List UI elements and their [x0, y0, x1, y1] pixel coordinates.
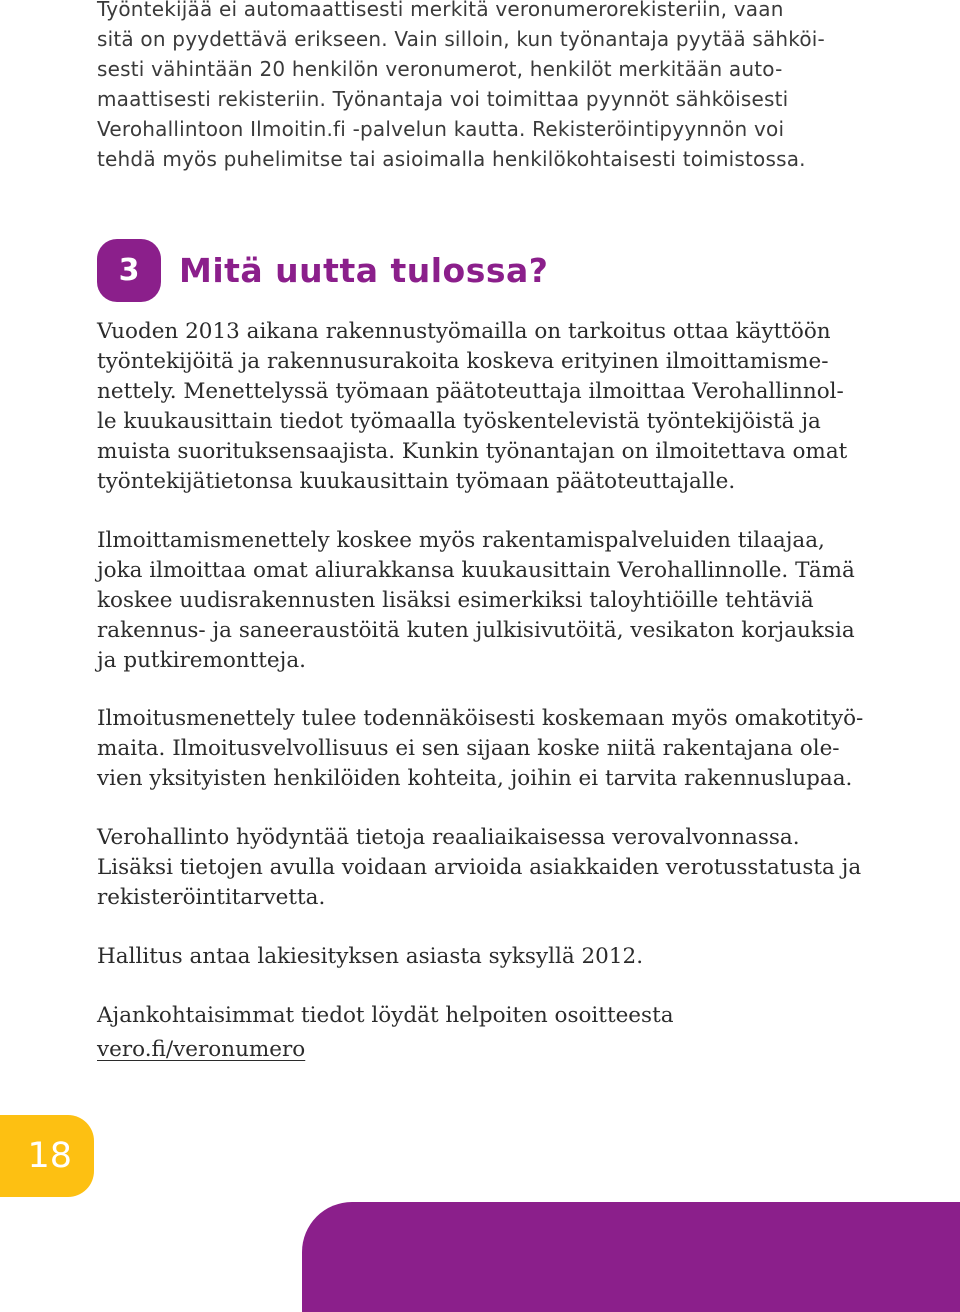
paragraph-government-bill: Hallitus antaa lakiesityksen asiasta syksyllä 2012.	[97, 944, 644, 969]
paragraph-reporting-procedure: Vuoden 2013 aikana rakennustyömailla on tarkoitus ottaa käyttöön työntekijöitä ja rakennusurakoita koskeva erityinen ilmoittamisme- nettely. Menettelyssä työmaan päätoteuttaja ilmoittaa Verohallinnol- le kuukausittain tiedot työmaalla työskentelevistä työntekijöistä ja muista suorituksensaajista. Kunkin työnantajan on ilmoitettava omat työntekijätietonsa kuukausittain työmaan päätoteuttajalle.	[97, 319, 848, 494]
section-heading	[97, 239, 548, 302]
intro-paragraph: Työntekijää ei automaattisesti merkitä veronumerorekisteriin, vaan sitä on pyydettävä erikseen. Vain silloin, kun työnantaja pyytää sähköi- sesti vähintään 20 henkilön veronumerot, henkilöt merkitään auto- maattisesti rekisteriin. Työnantaja voi toimittaa pyynnöt sähköisesti Verohallintoon Ilmoitin.fi -palvelun kautta. Rekisteröintipyynnön voi tehdä myös puhelimitse tai asioimalla henkilökohtaisesti toimistossa.	[97, 0, 825, 171]
paragraph-client-obligation: Ilmoittamismenettely koskee myös rakentamispalveluiden tilaajaa, joka ilmoittaa omat aliurakkansa kuukausittain Verohallinnolle. Tämä koskee uudisrakennusten lisäksi esimerkiksi taloyhtiöille tehtäviä rakennus- ja saneeraustöitä kuten julkisivutöitä, vesikaton korjauksia ja putkiremontteja.	[97, 528, 855, 673]
section-title: Mitä uutta tulossa?	[179, 251, 549, 290]
vero-link[interactable]: vero.fi/veronumero	[97, 1037, 306, 1062]
page-number-badge: 18	[0, 1115, 94, 1197]
more-info-text: Ajankohtaisimmat tiedot löydät helpoiten osoitteesta	[97, 1003, 674, 1028]
paragraph-more-info	[97, 1001, 877, 1065]
paragraph-detached-houses: Ilmoitusmenettely tulee todennäköisesti koskemaan myös omakotityö- maita. Ilmoitusvelvollisuus ei sen sijaan koske niitä rakentajana ole- vien yksityisten henkilöiden kohteita, joihin ei tarvita rakennuslupaa.	[97, 706, 864, 791]
footer-decoration	[302, 1202, 960, 1312]
section-number-badge: 3	[97, 239, 161, 302]
paragraph-tax-control: Verohallinto hyödyntää tietoja reaaliaikaisessa verovalvonnassa. Lisäksi tietojen avulla voidaan arvioida asiakkaiden verotusstatusta ja rekisteröintitarvetta.	[97, 825, 862, 910]
